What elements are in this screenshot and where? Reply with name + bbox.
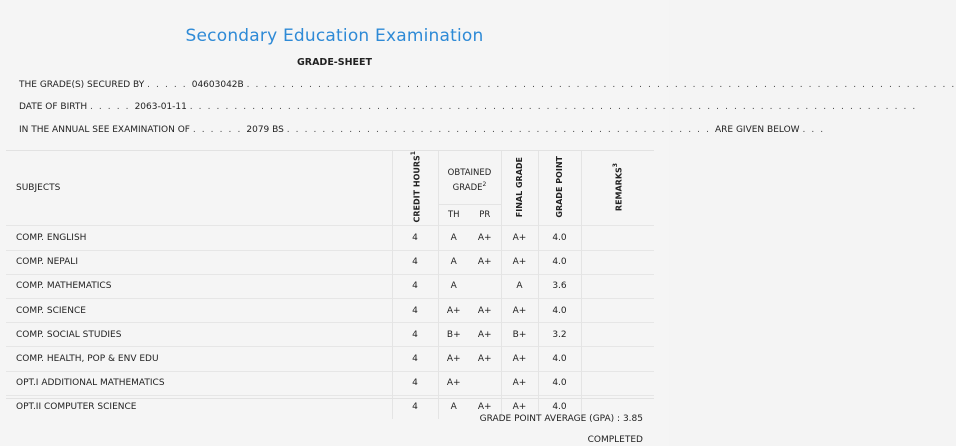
grade-th: A+ (438, 347, 469, 371)
dot-leader: . . . (802, 125, 825, 135)
given-below-label: ARE GIVEN BELOW (715, 125, 800, 135)
grade-point: 3.2 (538, 323, 581, 347)
remarks-footnote: 3 (612, 162, 620, 167)
final-grade: A+ (501, 347, 538, 371)
subject-name: OPT.II COMPUTER SCIENCE (6, 395, 392, 419)
credit-hours: 4 (392, 274, 438, 298)
obtained-grade-text: OBTAINED GRADE (447, 167, 492, 193)
grade-point: 4.0 (538, 226, 581, 250)
dob-line (19, 102, 917, 112)
exam-title: Secondary Education Examination (185, 26, 484, 46)
grade-secured-line (19, 80, 956, 90)
subject-name: COMP. ENGLISH (6, 226, 392, 250)
remarks-cell (581, 299, 654, 323)
subject-name: COMP. HEALTH, POP & ENV EDU (6, 347, 392, 371)
table-row (6, 323, 654, 347)
grade-point: 4.0 (538, 250, 581, 274)
subject-name: COMP. SCIENCE (6, 299, 392, 323)
dot-leader: . . . . . . . . . . . . . . . . . . . . . . . . . . . . . . . . . . . . . . . . . . . . . . . . (286, 125, 715, 135)
dot-leader: . . . . . . (192, 125, 247, 135)
table-header-row (6, 151, 654, 205)
credit-hours-text: CREDIT HOURS (412, 155, 422, 223)
subject-name: COMP. SOCIAL STUDIES (6, 323, 392, 347)
dot-leader: . . . . . (89, 102, 135, 112)
grade-point-text: GRADE POINT (555, 155, 564, 218)
table-row (6, 226, 654, 250)
grade-point: 3.6 (538, 274, 581, 298)
subject-name: COMP. MATHEMATICS (6, 274, 392, 298)
grade-table (6, 151, 654, 419)
subject-name: COMP. NEPALI (6, 250, 392, 274)
grade-pr: A+ (469, 226, 501, 250)
final-grade: A (501, 274, 538, 298)
grade-point: 4.0 (538, 347, 581, 371)
exam-year: 2079 BS (246, 125, 284, 135)
grade-th: A (438, 395, 469, 419)
final-grade: A+ (501, 395, 538, 419)
grade-pr (469, 371, 501, 395)
header-subjects: SUBJECTS (16, 183, 61, 194)
remarks-text: REMARKS (615, 166, 625, 211)
credit-hours: 4 (392, 299, 438, 323)
table-row (6, 250, 654, 274)
final-grade: B+ (501, 323, 538, 347)
grade-th: A+ (438, 371, 469, 395)
exam-label: IN THE ANNUAL SEE EXAMINATION OF (19, 125, 190, 135)
gpa-label: GRADE POINT AVERAGE (GPA) : (479, 414, 621, 424)
remarks-cell (581, 323, 654, 347)
credit-hours: 4 (392, 323, 438, 347)
grade-th: A+ (438, 299, 469, 323)
grade-pr (469, 274, 501, 298)
credit-hours: 4 (392, 347, 438, 371)
grade-pr: A+ (469, 250, 501, 274)
table-row (6, 347, 654, 371)
credit-hours: 4 (392, 395, 438, 419)
grade-th: A (438, 226, 469, 250)
dot-leader: . . . . . . . . . . . . . . . . . . . . . . . . . . . . . . . . . . . . . . . . . . . . . . . . . . . . . . . . . . . . . . . . . . . . . . . . . . . . . . . . (246, 80, 956, 90)
credit-hours: 4 (392, 226, 438, 250)
dot-leader: . . . . . . . . . . . . . . . . . . . . . . . . . . . . . . . . . . . . . . . . . . . . . . . . . . . . . . . . . . . . . . . . . . . . . . . . . . . . . . . . . . (189, 102, 917, 112)
remarks-cell (581, 274, 654, 298)
grade-th: A (438, 274, 469, 298)
symbol-number: 04603042B (191, 80, 244, 90)
grade-pr: A+ (469, 299, 501, 323)
gpa-line (480, 414, 643, 424)
dob-value: 2063-01-11 (134, 102, 187, 112)
grade-th: A (438, 250, 469, 274)
remarks-cell (581, 226, 654, 250)
header-pr: PR (469, 205, 501, 226)
dot-leader: . . . . . (147, 80, 192, 90)
final-grade: A+ (501, 226, 538, 250)
dob-label: DATE OF BIRTH (19, 102, 88, 112)
sheet-subtitle: GRADE-SHEET (296, 57, 373, 68)
subject-name: OPT.I ADDITIONAL MATHEMATICS (6, 371, 392, 395)
final-grade: A+ (501, 371, 538, 395)
grade-th: B+ (438, 323, 469, 347)
grade-point: 4.0 (538, 371, 581, 395)
credit-hours-label (409, 151, 422, 222)
remarks-cell (581, 347, 654, 371)
grade-secured-label: THE GRADE(S) SECURED BY (19, 80, 145, 90)
obtained-grade-footnote: 2 (482, 180, 487, 188)
grade-point: 4.0 (538, 395, 581, 419)
exam-line (19, 125, 825, 135)
remarks-label (611, 163, 624, 211)
header-grade-point (538, 151, 581, 226)
header-obtained-grade (438, 151, 501, 205)
credit-hours-footnote: 1 (409, 151, 417, 156)
header-credit-hours (392, 151, 438, 226)
grade-pr: A+ (469, 347, 501, 371)
table-bottom-divider (6, 398, 654, 399)
grade-pr: A+ (469, 323, 501, 347)
grade-pr: A+ (469, 395, 501, 419)
grade-point: 4.0 (538, 299, 581, 323)
table-row (6, 299, 654, 323)
final-grade-text: FINAL GRADE (515, 156, 524, 217)
header-remarks (581, 151, 654, 226)
remarks-cell (581, 371, 654, 395)
table-row (6, 371, 654, 395)
grade-table-wrapper (6, 150, 654, 419)
credit-hours: 4 (392, 250, 438, 274)
completion-status: COMPLETED (587, 435, 643, 445)
credit-hours: 4 (392, 371, 438, 395)
remarks-cell (581, 250, 654, 274)
table-row (6, 274, 654, 298)
gpa-value: 3.85 (622, 414, 643, 424)
header-th: TH (438, 205, 469, 226)
final-grade: A+ (501, 299, 538, 323)
final-grade: A+ (501, 250, 538, 274)
header-final-grade (501, 151, 538, 226)
